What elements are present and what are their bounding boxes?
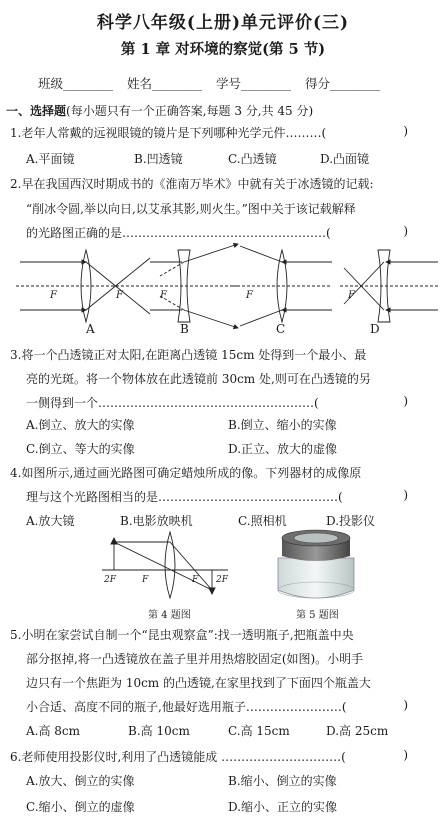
- q5-option-b[interactable]: B.高 10cm: [128, 724, 190, 738]
- q3-stem-line1: 3.将一个凸透镜正对太阳,在距离凸透镜 15cm 处得到一个最小、最: [10, 348, 367, 362]
- q5-answer-paren[interactable]: ): [403, 698, 408, 712]
- q4-option-b[interactable]: B.电影放映机: [120, 514, 193, 528]
- diagram-a-focus-right: F: [116, 290, 123, 301]
- section-heading: 一、选择题(每小题只有一个正确答案,每题 3 分,共 45 分): [6, 104, 314, 118]
- diagram-d: [340, 250, 438, 322]
- id-field[interactable]: 学号________: [216, 76, 292, 91]
- page-title: 科学八年级(上册)单元评价(三): [96, 13, 350, 33]
- q4-stem-line1: 4.如图所示,通过画光路图可确定蜡烛所成的像。下列器材的成像原: [10, 466, 362, 480]
- q5-option-d[interactable]: D.高 25cm: [326, 724, 389, 738]
- q2-stem-line2: “削冰令圆,举以向日,以艾承其影,则火生。”图中关于该记载解释: [26, 202, 356, 216]
- q2-option-c[interactable]: C: [276, 322, 286, 336]
- q2-option-d[interactable]: D: [370, 322, 380, 336]
- fig4-label-2f-left: 2F: [104, 575, 116, 585]
- q4-stem-line2: 理与这个光路图相当的是………………………………………(: [26, 490, 343, 504]
- q6-option-c[interactable]: C.缩小、倒立的虚像: [26, 800, 135, 814]
- fig4-diagram: [100, 528, 230, 600]
- q2-option-b[interactable]: B: [180, 322, 189, 336]
- q6-option-d[interactable]: D.缩小、正立的实像: [228, 800, 338, 814]
- q6-stem: 6.老师使用投影仪时,利用了凸透镜能成 …………………………(: [10, 750, 346, 764]
- fig4-label-f-left: F: [142, 575, 149, 585]
- fig4-label-2f-right: 2F: [216, 575, 228, 585]
- q3-option-d[interactable]: D.正立、放大的虚像: [228, 442, 338, 456]
- q5-option-a[interactable]: A.高 8cm: [26, 724, 81, 738]
- diagram-b-focus: F: [160, 290, 167, 301]
- q2-option-a[interactable]: A: [86, 322, 95, 336]
- student-info: [38, 74, 390, 92]
- q5-stem-line3: 边只有一个焦距为 10cm 的凸透镜,在家里找到了下面四个瓶盖大: [26, 676, 371, 690]
- q6-option-b[interactable]: B.缩小、倒立的实像: [228, 774, 337, 788]
- q6-answer-paren[interactable]: ): [403, 748, 408, 762]
- class-field[interactable]: 班级________: [38, 76, 114, 91]
- q3-answer-paren[interactable]: ): [403, 394, 408, 408]
- q1-stem: 1.老年人常戴的远视眼镜的镜片是下列哪种光学元件………(: [10, 126, 327, 140]
- page-subtitle: 第 1 章 对环境的察觉(第 5 节): [120, 41, 326, 58]
- q2-stem-line1: 2.早在我国西汉时期成书的《淮南万毕术》中就有关于冰透镜的记载:: [10, 177, 374, 191]
- q6-option-a[interactable]: A.放大、倒立的实像: [26, 774, 135, 788]
- q2-diagrams: [10, 240, 440, 335]
- q3-option-c[interactable]: C.倒立、等大的实像: [26, 442, 135, 456]
- fig5-caption: 第 5 题图: [296, 610, 339, 621]
- diagram-d-focus: F: [348, 290, 355, 301]
- diagram-a-focus-left: F: [50, 290, 57, 301]
- q1-answer-paren[interactable]: ): [403, 124, 408, 138]
- diagram-b: [150, 244, 240, 328]
- q4-option-d[interactable]: D.投影仪: [326, 514, 376, 528]
- diagram-c: [232, 246, 332, 326]
- q3-stem-line2: 亮的光斑。将一个物体放在此透镜前 30cm 处,则可在凸透镜的另: [26, 372, 371, 386]
- q1-option-a[interactable]: A.平面镜: [26, 152, 75, 166]
- q1-option-b[interactable]: B.凹透镜: [134, 152, 183, 166]
- fig4-label-f-right: F: [192, 575, 199, 585]
- q4-option-a[interactable]: A.放大镜: [26, 514, 75, 528]
- q3-stem-line3: 一侧得到一个………………………………………………(: [26, 396, 319, 410]
- q2-stem-line3: 的光路图正确的是……………………………………………(: [26, 226, 331, 240]
- q5-stem-line4: 小合适、高度不同的瓶子,他最好选用瓶子……………………(: [26, 700, 347, 714]
- diagram-a: [16, 250, 150, 322]
- q4-option-c[interactable]: C.照相机: [238, 514, 287, 528]
- fig5-jar-image: [268, 528, 364, 604]
- q2-answer-paren[interactable]: ): [403, 224, 408, 238]
- q5-stem-line1: 5.小明在家尝试自制一个“昆虫观察盒”:找一透明瓶子,把瓶盖中央: [10, 628, 354, 642]
- q4-answer-paren[interactable]: ): [403, 488, 408, 502]
- q3-option-b[interactable]: B.倒立、缩小的实像: [228, 418, 337, 432]
- name-field[interactable]: 姓名________: [127, 76, 203, 91]
- q3-option-a[interactable]: A.倒立、放大的实像: [26, 418, 135, 432]
- diagram-c-focus: F: [246, 290, 253, 301]
- q1-option-d[interactable]: D.凸面镜: [320, 152, 370, 166]
- q5-option-c[interactable]: C.高 15cm: [228, 724, 290, 738]
- q1-option-c[interactable]: C.凸透镜: [228, 152, 277, 166]
- q5-stem-line2: 部分抠掉,将一凸透镜放在盖子里并用热熔胶固定(如图)。小明手: [26, 652, 364, 666]
- fig4-caption: 第 4 题图: [148, 610, 191, 621]
- score-field[interactable]: 得分________: [305, 76, 381, 91]
